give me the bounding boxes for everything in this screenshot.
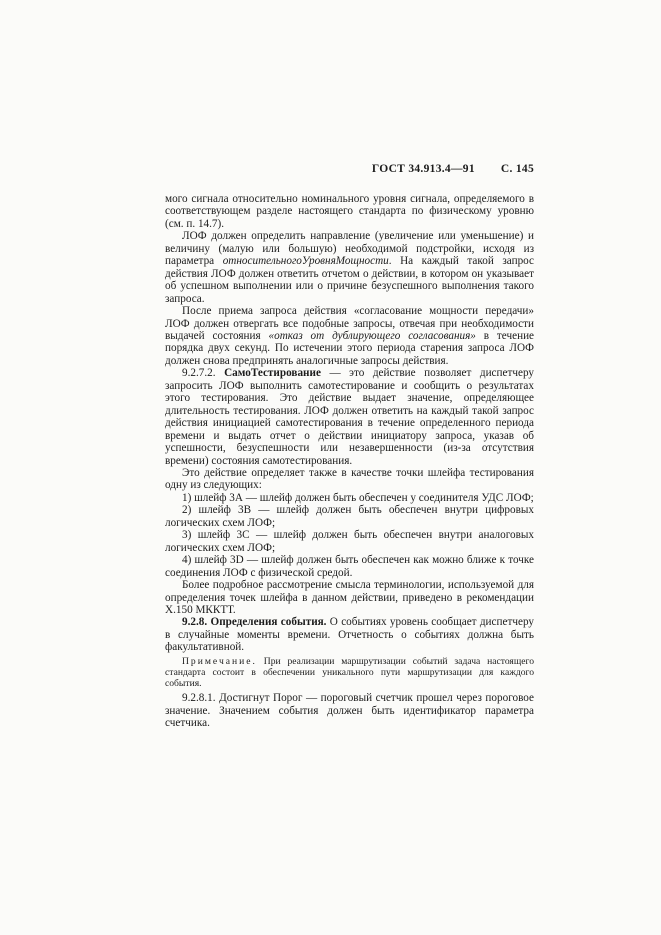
running-header bbox=[165, 163, 534, 175]
paragraph-text: — это действие позволяет диспетчеру запросить ЛОФ выполнить самотестирование и сообщить о результатах этого тестирования. Это действие выдает значение, определяющее длительность тестирования. ЛОФ должен ответить на каждый такой запрос действия инициацией самотестирования в течение определенного периода времени и выдать отчет о действии инициатору запроса, указав об успешности, безуспешности или незавершенности (из-за отсутствия времени) состояния самотестирования. bbox=[165, 367, 534, 467]
list-item-text: 2) шлейф 3В — шлейф должен быть обеспечен внутри цифровых логических схем ЛОФ; bbox=[165, 504, 534, 529]
clause-title: Достигнут Порог bbox=[219, 692, 303, 705]
clause-paragraph bbox=[165, 367, 534, 467]
paragraph bbox=[165, 579, 534, 616]
clause-paragraph bbox=[165, 616, 534, 653]
paragraph-text: Это действие определяет также в качестве точки шлейфа тестирования одну из следующих: bbox=[165, 466, 534, 492]
paragraph-continuation bbox=[165, 193, 534, 230]
paragraph bbox=[165, 230, 534, 305]
paragraph-text: — пороговый счетчик прошел через пороговое значение. Значением события должен быть идентификатор параметра счетчика. bbox=[165, 692, 534, 730]
list-item-text: 4) шлейф 3D — шлейф должен быть обеспечен как можно ближе к точке соединения ЛОФ с физической средой. bbox=[165, 554, 534, 579]
standard-number: ГОСТ 34.913.4—91 bbox=[371, 163, 475, 175]
paragraph-text: Более подробное рассмотрение смысла терминологии, используемой для определения точек шлейфа в данном действии, приведено в рекомендации Х.150 МККТТ. bbox=[165, 579, 534, 616]
paragraph-text: мого сигнала относительно номинального уровня сигнала, определяемого в соответствующем разделе настоящего стандарта по физическому уровню (см. п. 14.7). bbox=[165, 193, 534, 230]
clause-number: 9.2.7.2. bbox=[182, 367, 225, 380]
list-item bbox=[165, 529, 534, 554]
note-text: При реализации маршрутизации событий задача настоящего стандарта состоит в обеспечении уникального пути маршрутизации для каждого события. bbox=[165, 655, 534, 689]
text-block bbox=[165, 193, 534, 730]
paragraph-text: После приема запроса действия «согласование мощности передачи» ЛОФ должен отвергать все подобные запросы, отвечая при необходимости выдачей состояния bbox=[165, 305, 534, 342]
page-number: С. 145 bbox=[500, 163, 534, 175]
list-item bbox=[165, 554, 534, 579]
paragraph-text: О событиях уровень сообщает диспетчеру в случайные моменты времени. Отчетность о событиях должна быть факультативной. bbox=[165, 616, 534, 654]
paragraph-text: в течение порядка двух секунд. По истечении этого периода старения запроса ЛОФ должен снова предпринять аналогичные запросы действия. bbox=[165, 329, 535, 367]
list-item bbox=[165, 504, 534, 529]
paragraph-text: ЛОФ должен определить направление (увеличение или уменьшение) и величину (малую или большую) необходимой подстройки, исходя из параметра bbox=[165, 230, 534, 268]
note-paragraph bbox=[165, 657, 534, 690]
clause-title: 9.2.8. Определения события. bbox=[182, 616, 327, 629]
list-item-text: 3) шлейф 3С — шлейф должен быть обеспечен внутри аналоговых логических схем ЛОФ; bbox=[165, 529, 534, 554]
clause-paragraph bbox=[165, 692, 534, 729]
list-item-text: 1) шлейф 3А — шлейф должен быть обеспечен у соединителя УДС ЛОФ; bbox=[182, 491, 534, 504]
note-label: Примечание. bbox=[182, 655, 257, 667]
clause-number: 9.2.8.1. bbox=[182, 692, 220, 705]
quoted-term: «отказ от дублирующего согласования» bbox=[268, 329, 476, 342]
parameter-name: относительногоУровняМощности bbox=[222, 255, 389, 268]
clause-title: СамоТестирование bbox=[224, 367, 321, 380]
paragraph bbox=[165, 305, 534, 367]
paragraph-text: . На каждый такой запрос действия ЛОФ должен ответить отчетом о действии, в котором он указывает об успешном выполнении или о причине безуспешного выполнения такого запроса. bbox=[165, 255, 534, 305]
list-item bbox=[165, 492, 534, 504]
paragraph bbox=[165, 467, 534, 492]
